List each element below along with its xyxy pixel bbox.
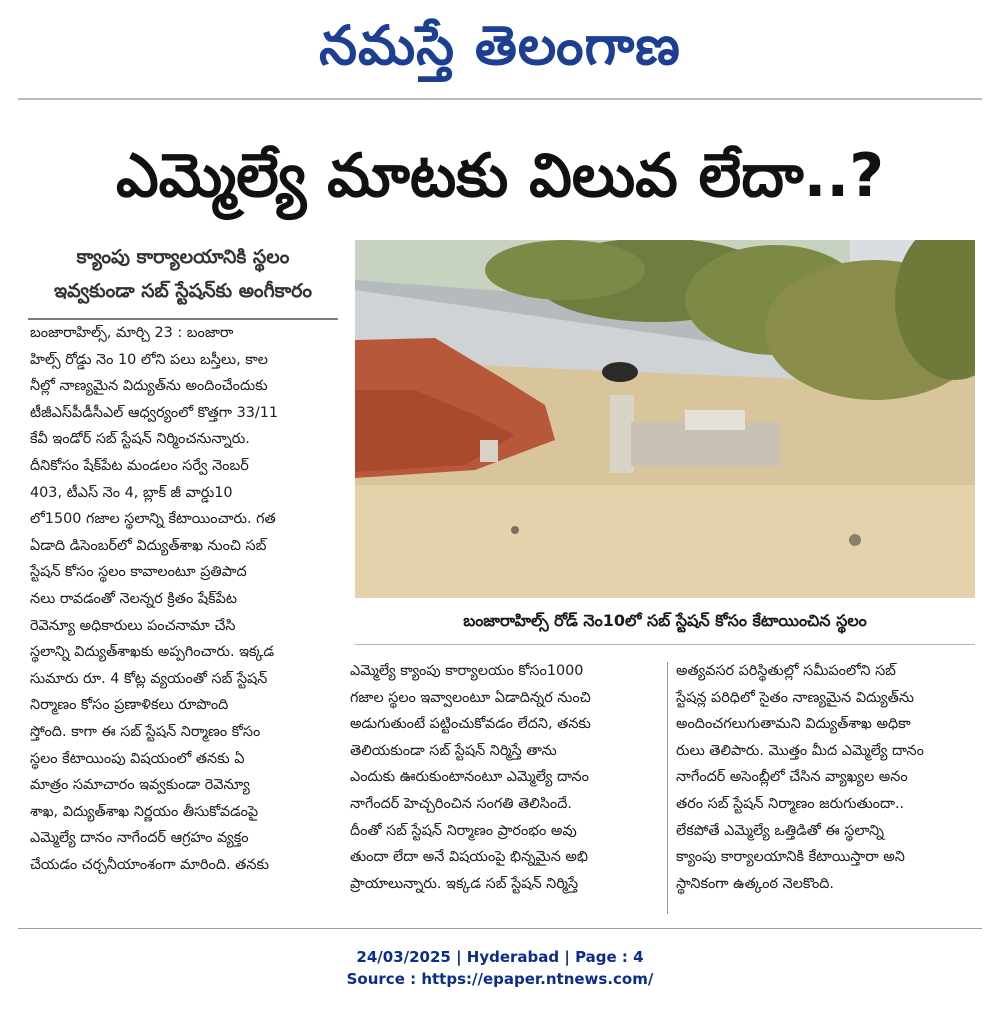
newspaper-masthead: నమస్తే తెలంగాణ [319, 13, 681, 77]
footer-source-link[interactable]: Source : https://epaper.ntnews.com/ [346, 970, 654, 988]
article-text-line: అందించగలుగుతామని విద్యుత్‌శాఖ అధికా [676, 716, 911, 733]
article-photo [355, 240, 975, 598]
article-text-line: రులు తెలిపారు. మొత్తం మీద ఎమ్మెల్యే దానం [676, 742, 924, 759]
article-text-line: లేకపోతే ఎమ్మెల్యే ఒత్తిడితో ఈ స్థలాన్ని [676, 822, 884, 839]
article-text-line: ఎమ్మెల్యే దానం నాగేందర్ ఆగ్రహం వ్యక్తం [30, 830, 249, 847]
column-divider [667, 662, 668, 914]
article-text-line: స్తోంది. కాగా ఈ సబ్ స్టేషన్ నిర్మాణం కోసం [30, 723, 261, 740]
article-text-line: నిర్మాణం కోసం ప్రణాళికలు రూపొంది [30, 697, 229, 714]
article-text-line: స్టేషన్ కోసం స్థలం కావాలంటూ ప్రతిపాద [30, 564, 247, 581]
article-text-line: అడుగుతుంటే పట్టించుకోవడం లేదని, తనకు [350, 716, 591, 733]
article-text-line: బంజారాహిల్స్, మార్చి 23 : బంజారా [30, 325, 234, 341]
article-text-line: నాగేందర్ హెచ్చరించిన సంగతి తెలిసిందే. [350, 795, 572, 812]
article-subheadline [28, 240, 338, 308]
article-headline: ఎమ్మెల్యే మాటకు విలువ లేదా..? [115, 141, 885, 211]
footer-divider [18, 928, 982, 929]
article-text-line: స్థలం కేటాయింపు విషయంలో తనకు ఏ [30, 750, 245, 767]
article-text-line: చేయడం చర్చనీయాంశంగా మారింది. తనకు [30, 856, 269, 873]
article-text-line: 403, టీఎస్ నెం 4, బ్లాక్ జీ వార్డు10 [30, 484, 233, 501]
masthead-divider [18, 98, 982, 100]
subheadline-line: ఇవ్వకుండా సబ్ స్టేషన్‌కు అంగీకారం [53, 280, 313, 302]
article-text-line: నలు రావడంతో నెలన్నర క్రితం షేక్‌పేట [30, 590, 237, 607]
article-text-line: ఏడాది డిసెంబర్‌లో విద్యుత్‌శాఖ నుంచి సబ్ [30, 537, 267, 554]
article-text-line: తరం సబ్ స్టేషన్ నిర్మాణం జరుగుతుందా.. [676, 795, 905, 812]
article-text-line: టీజీఎస్‌పీడీసీఎల్ ఆధ్వర్యంలో కొత్తగా 33/11 [30, 404, 279, 421]
article-column-1 [30, 320, 336, 878]
article-text-line: హిల్స్ రోడ్డు నెం 10 లోని పలు బస్తీలు, కాల [30, 351, 268, 368]
article-text-line: గజాల స్థలం ఇవ్వాలంటూ ఏడాదిన్నర నుంచి [350, 689, 591, 706]
article-text-line: స్థానికంగా ఉత్కంఠ నెలకొంది. [676, 875, 835, 892]
article-text-line: రెవెన్యూ అధికారులు పంచనామా చేసి [30, 617, 236, 634]
substation-site-photo [355, 240, 975, 598]
article-text-line: స్టేషన్ల పరిధిలో సైతం నాణ్యమైన విద్యుత్‌ను [676, 689, 914, 706]
article-text-line: నీల్లో నాణ్యమైన విద్యుత్‌ను అందించేందుకు [30, 378, 268, 395]
article-text-line: ప్రాయాలున్నారు. ఇక్కడ సబ్ స్టేషన్ నిర్మిస్తే [350, 875, 579, 892]
subheadline-line: క్యాంపు కార్యాలయానికి స్థలం [76, 246, 290, 268]
page-footer [0, 946, 1000, 990]
article-text-line: ఎమ్మెల్యే క్యాంపు కార్యాలయం కోసం1000 [350, 663, 584, 679]
article-column-2 [350, 658, 658, 897]
article-text-line: క్యాంపు కార్యాలయానికి కేటాయిస్తారా అని [676, 849, 905, 866]
article-text-line: లో1500 గజాల స్థలాన్ని కేటాయించారు. గత [30, 511, 276, 528]
article-text-line: దీనికోసం షేక్‌పేట మండలం సర్వే నెంబర్ [30, 457, 249, 474]
caption-divider [355, 644, 975, 645]
article-text-line: దీంతో సబ్ స్టేషన్ నిర్మాణం ప్రారంభం అవు [350, 822, 577, 839]
article-text-line: నాగేందర్ అసెంబ్లీలో చేసిన వ్యాఖ్యల అనం [676, 769, 908, 786]
footer-date-location: 24/03/2025 | Hyderabad | Page : 4 [356, 948, 644, 966]
article-text-line: కేవీ ఇండోర్ సబ్ స్టేషన్ నిర్మించనున్నారు. [30, 431, 250, 448]
article-column-3 [676, 658, 976, 897]
article-text-line: తెలియకుండా సబ్ స్టేషన్ నిర్మిస్తే తాను [350, 742, 557, 759]
article-text-line: మాత్రం సమాచారం ఇవ్వకుండా రెవెన్యూ [30, 777, 250, 794]
article-text-line: అత్యవసర పరిస్థితుల్లో సమీపంలోని సబ్ [676, 663, 896, 679]
article-text-line: స్థలాన్ని విద్యుత్‌శాఖకు అప్పగించారు. ఇక్కడ [30, 644, 275, 661]
photo-caption: బంజారాహిల్స్ రోడ్ నెం10లో సబ్ స్టేషన్ కోసం కేటాయించిన స్థలం [463, 611, 867, 630]
article-text-line: తుందా లేదా అనే విషయంపై భిన్నమైన అభి [350, 849, 589, 866]
article-text-line: ఎందుకు ఊరుకుంటానంటూ ఎమ్మెల్యే దానం [350, 769, 589, 786]
article-text-line: శాఖ, విద్యుత్‌శాఖ నిర్ణయం తీసుకోవడంపై [30, 803, 259, 820]
article-text-line: సుమారు రూ. 4 కోట్ల వ్యయంతో సబ్ స్టేషన్ [30, 670, 268, 687]
